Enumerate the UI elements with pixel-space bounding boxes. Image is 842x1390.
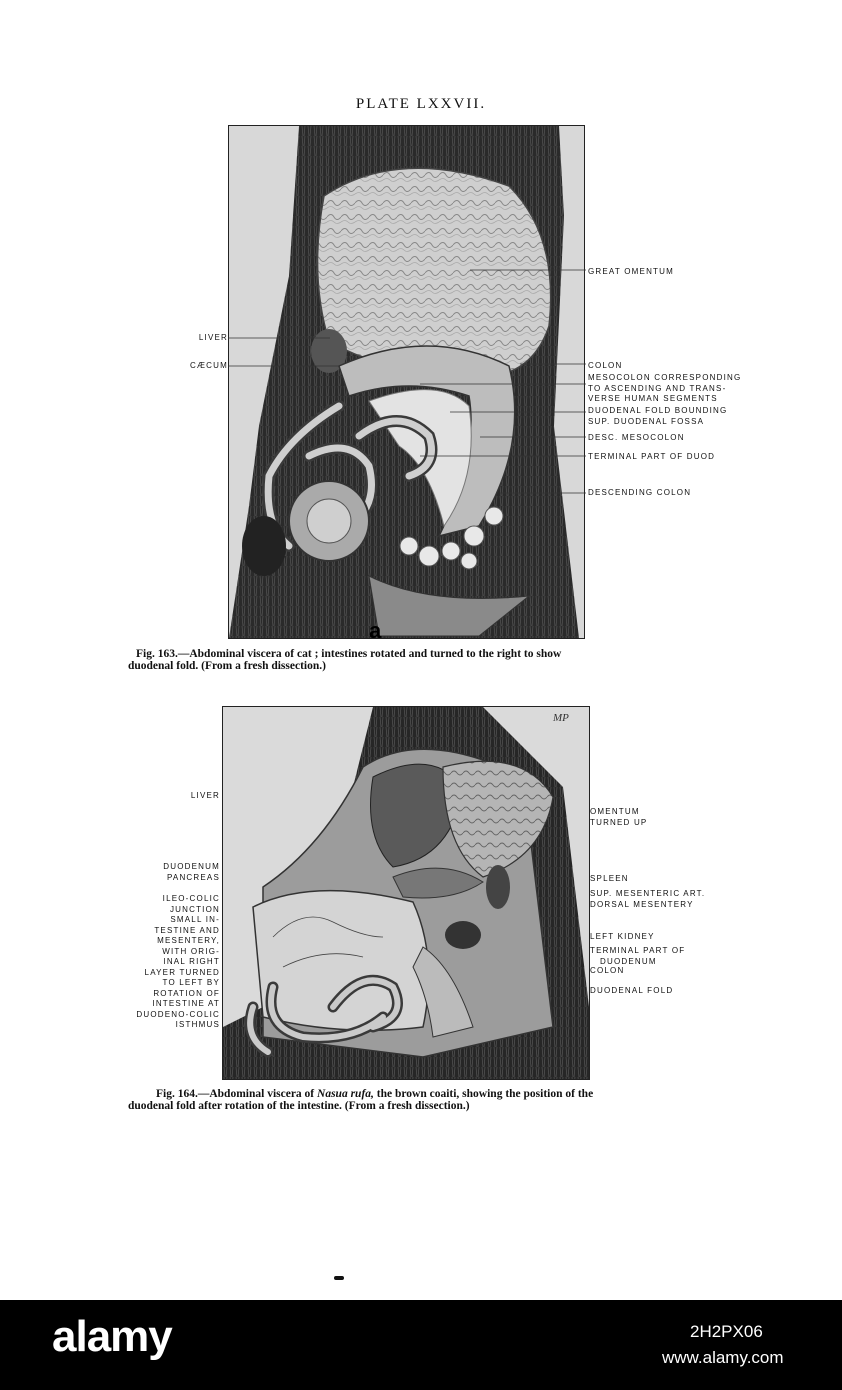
figure-163-number: Fig. 163.: [136, 648, 178, 660]
label-mesocolon-line-1: MESOCOLON CORRESPONDING: [588, 373, 742, 382]
label-small-intestine: [120, 915, 220, 1031]
label-colon-163: COLON: [588, 361, 623, 370]
label-small-intestine-line-4: WITH ORIG-: [162, 946, 220, 956]
label-mesocolon-line-2: TO ASCENDING AND TRANS-: [588, 383, 727, 393]
label-duodenal-fold-line-1: DUODENAL FOLD BOUNDING: [588, 406, 728, 415]
label-small-intestine-line-9: INTESTINE AT: [152, 999, 220, 1008]
figure-164-illustration: [223, 707, 589, 1079]
alamy-logo: alamy: [52, 1312, 172, 1361]
label-small-intestine-line-8: ROTATION OF: [153, 988, 220, 998]
printer-mark: [334, 1276, 344, 1280]
label-terminal-duod: TERMINAL PART OF DUOD: [588, 452, 716, 461]
label-sup-mesenteric-art: SUP. MESENTERIC ART.: [590, 889, 706, 898]
figure-164-image: [222, 706, 590, 1080]
figure-163-caption-line-1: [128, 648, 698, 660]
figure-164-caption-line-2: duodenal fold after rotation of the intestine. (From a fresh dissection.): [128, 1100, 470, 1112]
label-terminal-duodenum-line-2: DUODENUM: [600, 956, 657, 966]
figure-164-species: Nasua rufa,: [317, 1088, 374, 1100]
label-small-intestine-line-3: MESENTERY,: [157, 936, 220, 945]
figure-164-number: Fig. 164.: [156, 1088, 198, 1100]
label-dorsal-mesentery: DORSAL MESENTERY: [590, 900, 694, 909]
label-left-kidney: LEFT KIDNEY: [590, 932, 655, 941]
faint-watermark-mark: a: [369, 618, 382, 638]
label-great-omentum: GREAT OMENTUM: [588, 267, 674, 276]
image-id: 2H2PX06: [690, 1322, 763, 1341]
figure-164-caption: [128, 1088, 698, 1112]
watermark-url: www.alamy.com: [662, 1348, 784, 1367]
label-omentum-turned-up: [590, 807, 647, 828]
label-descending-colon: DESCENDING COLON: [588, 488, 692, 497]
label-small-intestine-line-1: SMALL IN-: [170, 915, 220, 924]
label-ileo-colic-line-2: JUNCTION: [169, 904, 220, 914]
label-pancreas-164: PANCREAS: [166, 873, 220, 882]
label-ileo-colic-line-1: ILEO-COLIC: [162, 894, 220, 903]
label-small-intestine-line-11: ISTHMUS: [175, 1020, 220, 1029]
label-colon-164: COLON: [590, 966, 625, 975]
label-liver-163: LIVER: [198, 333, 228, 342]
label-omentum-line-2: TURNED UP: [590, 817, 648, 827]
plate-title: PLATE LXXVII.: [355, 96, 487, 112]
label-duodenum-164: DUODENUM: [163, 862, 220, 871]
figure-164-caption-part-2: the brown coaiti, showing the position of the: [373, 1088, 594, 1100]
label-small-intestine-line-10: DUODENO-COLIC: [136, 1009, 220, 1019]
label-mesocolon-line-3: VERSE HUMAN SEGMENTS: [588, 394, 718, 403]
label-terminal-part-duodenum: [590, 946, 685, 967]
label-small-intestine-line-2: TESTINE AND: [154, 925, 220, 935]
label-small-intestine-line-7: TO LEFT BY: [162, 978, 220, 987]
figure-163-caption-text: —Abdominal viscera of cat ; intestines rotated and turned to the right to show: [177, 648, 562, 660]
figure-164-caption-part-1: —Abdominal viscera of: [197, 1088, 318, 1100]
label-small-intestine-line-5: INAL RIGHT: [163, 957, 220, 966]
figure-163-caption: [128, 648, 698, 672]
artist-signature: MP: [553, 712, 569, 724]
label-omentum-line-1: OMENTUM: [590, 807, 640, 816]
label-caecum-163: CÆCUM: [190, 361, 228, 370]
label-liver-164: LIVER: [190, 791, 220, 800]
label-small-intestine-line-6: LAYER TURNED: [144, 967, 220, 977]
label-duodenal-fold-line-2: SUP. DUODENAL FOSSA: [588, 416, 705, 426]
label-spleen: SPLEEN: [590, 874, 629, 883]
label-terminal-duodenum-line-1: TERMINAL PART OF: [590, 946, 686, 955]
figure-164-caption-line-1: [128, 1088, 698, 1100]
label-duodenal-fold-164: DUODENAL FOLD: [590, 986, 674, 995]
figure-163-caption-line-2: duodenal fold. (From a fresh dissection.): [128, 660, 326, 672]
label-ileo-colic: [140, 894, 220, 915]
label-desc-mesocolon: DESC. MESOCOLON: [588, 433, 685, 442]
